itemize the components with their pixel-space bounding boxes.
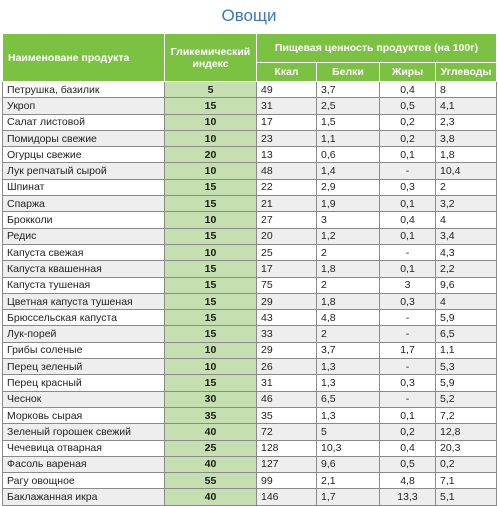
cell-protein: 1,8 [317,293,380,309]
cell-glycemic-index: 10 [165,359,257,375]
cell-fat: 0,4 [380,82,436,98]
cell-fat: 13,3 [380,489,436,505]
cell-product-name: Лук репчатый сырой [3,163,165,179]
cell-product-name: Морковь сырая [3,407,165,423]
cell-carbs: 5,2 [436,391,497,407]
cell-protein: 2 [317,326,380,342]
header-product-name: Наименоване продукта [3,34,165,82]
cell-carbs: 4,1 [436,98,497,114]
header-carbs: Углеводы [436,63,497,82]
cell-carbs: 9,6 [436,277,497,293]
cell-fat: 0,2 [380,130,436,146]
cell-glycemic-index: 10 [165,212,257,228]
table-row [3,489,497,505]
table-row [3,375,497,391]
cell-kcal: 17 [257,114,317,130]
cell-product-name: Салат листовой [3,114,165,130]
cell-carbs: 4 [436,293,497,309]
cell-kcal: 27 [257,212,317,228]
cell-kcal: 43 [257,310,317,326]
table-row [3,277,497,293]
table-row [3,473,497,489]
cell-protein: 2,1 [317,473,380,489]
cell-fat: - [380,244,436,260]
cell-glycemic-index: 15 [165,326,257,342]
table-row [3,326,497,342]
cell-fat: 0,5 [380,456,436,472]
table-header [3,34,497,82]
table-row [3,82,497,98]
cell-kcal: 72 [257,424,317,440]
table-row [3,310,497,326]
cell-protein: 1,3 [317,407,380,423]
cell-product-name: Петрушка, базилик [3,82,165,98]
cell-carbs: 4 [436,212,497,228]
cell-glycemic-index: 55 [165,473,257,489]
cell-fat: 1,7 [380,342,436,358]
table-row [3,196,497,212]
cell-product-name: Перец зеленый [3,359,165,375]
cell-carbs: 0,2 [436,456,497,472]
cell-kcal: 21 [257,196,317,212]
cell-fat: 0,2 [380,114,436,130]
cell-kcal: 46 [257,391,317,407]
cell-product-name: Перец красный [3,375,165,391]
cell-product-name: Зеленый горошек свежий [3,424,165,440]
table-row [3,228,497,244]
cell-product-name: Грибы соленые [3,342,165,358]
cell-kcal: 22 [257,179,317,195]
table-row [3,440,497,456]
cell-product-name: Рагу овощное [3,473,165,489]
table-row [3,342,497,358]
cell-protein: 1,5 [317,114,380,130]
cell-glycemic-index: 40 [165,424,257,440]
cell-product-name: Баклажанная икра [3,489,165,505]
cell-glycemic-index: 30 [165,391,257,407]
cell-kcal: 26 [257,359,317,375]
cell-glycemic-index: 15 [165,228,257,244]
nutrition-table [2,33,497,506]
cell-product-name: Капуста квашенная [3,261,165,277]
cell-protein: 9,6 [317,456,380,472]
cell-kcal: 33 [257,326,317,342]
cell-glycemic-index: 40 [165,489,257,505]
cell-protein: 3,7 [317,82,380,98]
cell-carbs: 2 [436,179,497,195]
cell-carbs: 7,2 [436,407,497,423]
cell-product-name: Помидоры свежие [3,130,165,146]
table-row [3,293,497,309]
header-glycemic-index: Гликемический индекс [165,34,257,82]
cell-protein: 3,7 [317,342,380,358]
cell-protein: 2,5 [317,98,380,114]
cell-glycemic-index: 25 [165,440,257,456]
table-body [3,82,497,506]
table-row [3,261,497,277]
table-row [3,244,497,260]
cell-glycemic-index: 20 [165,147,257,163]
cell-carbs: 10,4 [436,163,497,179]
cell-product-name: Чечевица отварная [3,440,165,456]
cell-kcal: 17 [257,261,317,277]
cell-product-name: Лук-порей [3,326,165,342]
cell-product-name: Укроп [3,98,165,114]
cell-glycemic-index: 15 [165,261,257,277]
cell-carbs: 2,3 [436,114,497,130]
cell-glycemic-index: 5 [165,82,257,98]
table-row [3,147,497,163]
cell-protein: 2 [317,277,380,293]
cell-carbs: 1,1 [436,342,497,358]
table-row [3,424,497,440]
cell-protein: 6,5 [317,391,380,407]
cell-glycemic-index: 10 [165,114,257,130]
cell-protein: 0,6 [317,147,380,163]
cell-kcal: 31 [257,375,317,391]
cell-protein: 1,9 [317,196,380,212]
header-kcal: Ккал [257,63,317,82]
cell-glycemic-index: 15 [165,293,257,309]
cell-glycemic-index: 10 [165,130,257,146]
cell-glycemic-index: 15 [165,277,257,293]
cell-kcal: 23 [257,130,317,146]
cell-fat: 0,1 [380,196,436,212]
cell-carbs: 6,5 [436,326,497,342]
header-fat: Жиры [380,63,436,82]
cell-kcal: 128 [257,440,317,456]
cell-fat: 0,1 [380,407,436,423]
cell-product-name: Цветная капуста тушеная [3,293,165,309]
cell-carbs: 5,9 [436,310,497,326]
cell-fat: 0,4 [380,212,436,228]
cell-carbs: 1,8 [436,147,497,163]
cell-glycemic-index: 15 [165,98,257,114]
cell-product-name: Спаржа [3,196,165,212]
cell-carbs: 8 [436,82,497,98]
cell-kcal: 13 [257,147,317,163]
cell-kcal: 29 [257,293,317,309]
cell-carbs: 3,8 [436,130,497,146]
cell-protein: 1,2 [317,228,380,244]
cell-carbs: 4,3 [436,244,497,260]
table-row [3,163,497,179]
cell-protein: 2,9 [317,179,380,195]
cell-product-name: Шпинат [3,179,165,195]
cell-glycemic-index: 15 [165,179,257,195]
cell-fat: - [380,391,436,407]
cell-glycemic-index: 35 [165,407,257,423]
cell-carbs: 3,2 [436,196,497,212]
cell-kcal: 99 [257,473,317,489]
cell-product-name: Огурцы свежие [3,147,165,163]
cell-glycemic-index: 10 [165,342,257,358]
table-row [3,179,497,195]
cell-fat: 4,8 [380,473,436,489]
cell-glycemic-index: 10 [165,163,257,179]
cell-fat: - [380,326,436,342]
cell-fat: 0,5 [380,98,436,114]
cell-fat: - [380,310,436,326]
cell-glycemic-index: 40 [165,456,257,472]
table-row [3,130,497,146]
table-row [3,456,497,472]
cell-protein: 1,8 [317,261,380,277]
cell-carbs: 3,4 [436,228,497,244]
cell-protein: 3 [317,212,380,228]
table-row [3,114,497,130]
cell-carbs: 2,2 [436,261,497,277]
cell-protein: 4,8 [317,310,380,326]
cell-protein: 10,3 [317,440,380,456]
cell-fat: - [380,163,436,179]
cell-glycemic-index: 15 [165,310,257,326]
cell-carbs: 12,8 [436,424,497,440]
table-row [3,98,497,114]
cell-carbs: 20,3 [436,440,497,456]
cell-protein: 1,3 [317,375,380,391]
cell-glycemic-index: 10 [165,244,257,260]
cell-fat: 0,3 [380,179,436,195]
cell-kcal: 146 [257,489,317,505]
cell-carbs: 5,1 [436,489,497,505]
page-title: Овощи [221,6,277,25]
table-row [3,359,497,375]
cell-fat: 0,3 [380,293,436,309]
cell-kcal: 35 [257,407,317,423]
cell-kcal: 25 [257,244,317,260]
cell-product-name: Брокколи [3,212,165,228]
cell-fat: 0,1 [380,147,436,163]
cell-product-name: Редис [3,228,165,244]
table-row [3,212,497,228]
cell-fat: 0,2 [380,424,436,440]
cell-protein: 5 [317,424,380,440]
cell-carbs: 5,9 [436,375,497,391]
cell-fat: 0,1 [380,261,436,277]
cell-protein: 1,7 [317,489,380,505]
cell-kcal: 49 [257,82,317,98]
cell-protein: 1,1 [317,130,380,146]
header-nutrition-value: Пищевая ценность продуктов (на 100г) [257,34,497,63]
table-row [3,391,497,407]
cell-kcal: 29 [257,342,317,358]
cell-glycemic-index: 15 [165,375,257,391]
cell-product-name: Капуста тушеная [3,277,165,293]
cell-kcal: 75 [257,277,317,293]
header-protein: Белки [317,63,380,82]
table-row [3,407,497,423]
cell-protein: 1,4 [317,163,380,179]
cell-fat: 0,4 [380,440,436,456]
cell-product-name: Фасоль вареная [3,456,165,472]
cell-product-name: Брюссельская капуста [3,310,165,326]
cell-kcal: 48 [257,163,317,179]
cell-kcal: 20 [257,228,317,244]
cell-product-name: Чеснок [3,391,165,407]
cell-protein: 2 [317,244,380,260]
cell-fat: 0,1 [380,228,436,244]
cell-kcal: 31 [257,98,317,114]
cell-glycemic-index: 15 [165,196,257,212]
cell-fat: 0,3 [380,375,436,391]
cell-fat: 3 [380,277,436,293]
cell-kcal: 127 [257,456,317,472]
cell-protein: 1,3 [317,359,380,375]
cell-product-name: Капуста свежая [3,244,165,260]
cell-carbs: 7,1 [436,473,497,489]
cell-fat: - [380,359,436,375]
cell-carbs: 5,3 [436,359,497,375]
